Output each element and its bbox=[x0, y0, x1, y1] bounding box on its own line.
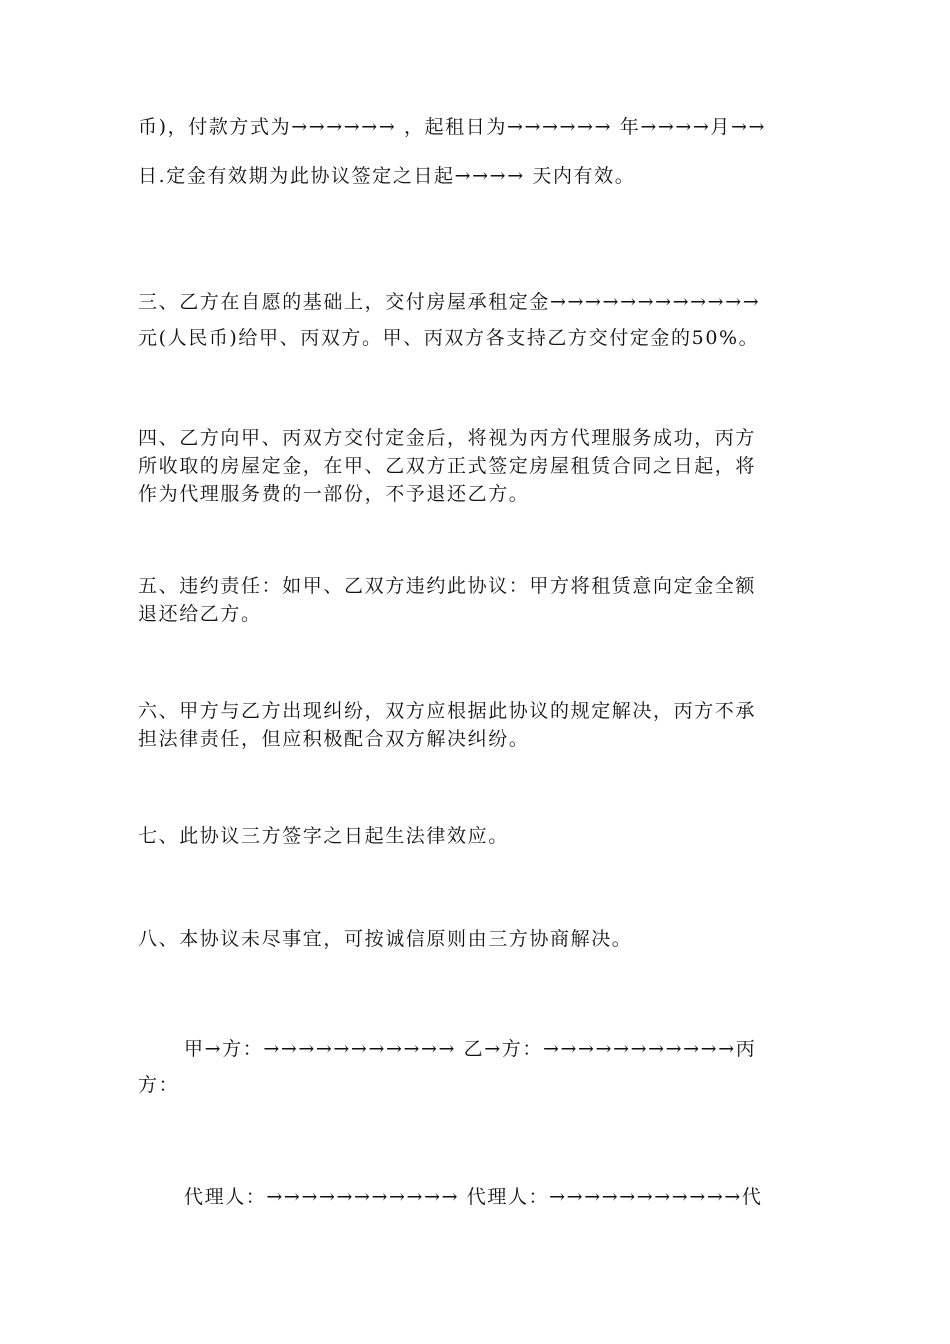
para-4-line-3: 作为代理服务费的一部份，不予退还乙方。 bbox=[138, 483, 530, 505]
para-7-line-1: 七、此协议三方签字之日起生法律效应。 bbox=[138, 825, 509, 847]
para-3-line-2: 元(人民币)给甲、丙双方。甲、丙双方各支持乙方交付定金的50%。 bbox=[138, 327, 760, 349]
para-4-line-1: 四、乙方向甲、丙双方交付定金后，将视为丙方代理服务成功，丙方 bbox=[138, 427, 757, 449]
para-5-line-2: 退还给乙方。 bbox=[138, 603, 262, 625]
para-6-line-2: 担法律责任，但应积极配合双方解决纠纷。 bbox=[138, 728, 530, 750]
signature-parties-line: 甲→方：→→→→→→→→→→→ 乙→方：→→→→→→→→→→→丙 bbox=[184, 1038, 757, 1060]
para-payment-line-1: 币)，付款方式为→→→→→→ ，起租日为→→→→→→ 年→→→→月→→ bbox=[138, 116, 767, 138]
para-6-line-1: 六、甲方与乙方出现纠纷，双方应根据此协议的规定解决，丙方不承 bbox=[138, 700, 757, 722]
para-payment-line-2: 日.定金有效期为此协议签定之日起→→→→ 天内有效。 bbox=[138, 165, 636, 187]
para-8-line-1: 八、本协议未尽事宜，可按诚信原则由三方协商解决。 bbox=[138, 928, 633, 950]
para-3-line-1: 三、乙方在自愿的基础上，交付房屋承租定金→→→→→→→→→→→→ bbox=[138, 291, 761, 313]
para-4-line-2: 所收取的房屋定金，在甲、乙双方正式签定房屋租赁合同之日起，将 bbox=[138, 455, 757, 477]
signature-agents-line: 代理人：→→→→→→→→→→→ 代理人：→→→→→→→→→→→代 bbox=[184, 1186, 763, 1208]
para-5-line-1: 五、违约责任：如甲、乙双方违约此协议：甲方将租赁意向定金全额 bbox=[138, 575, 757, 597]
signature-parties-continuation: 方： bbox=[138, 1074, 180, 1096]
